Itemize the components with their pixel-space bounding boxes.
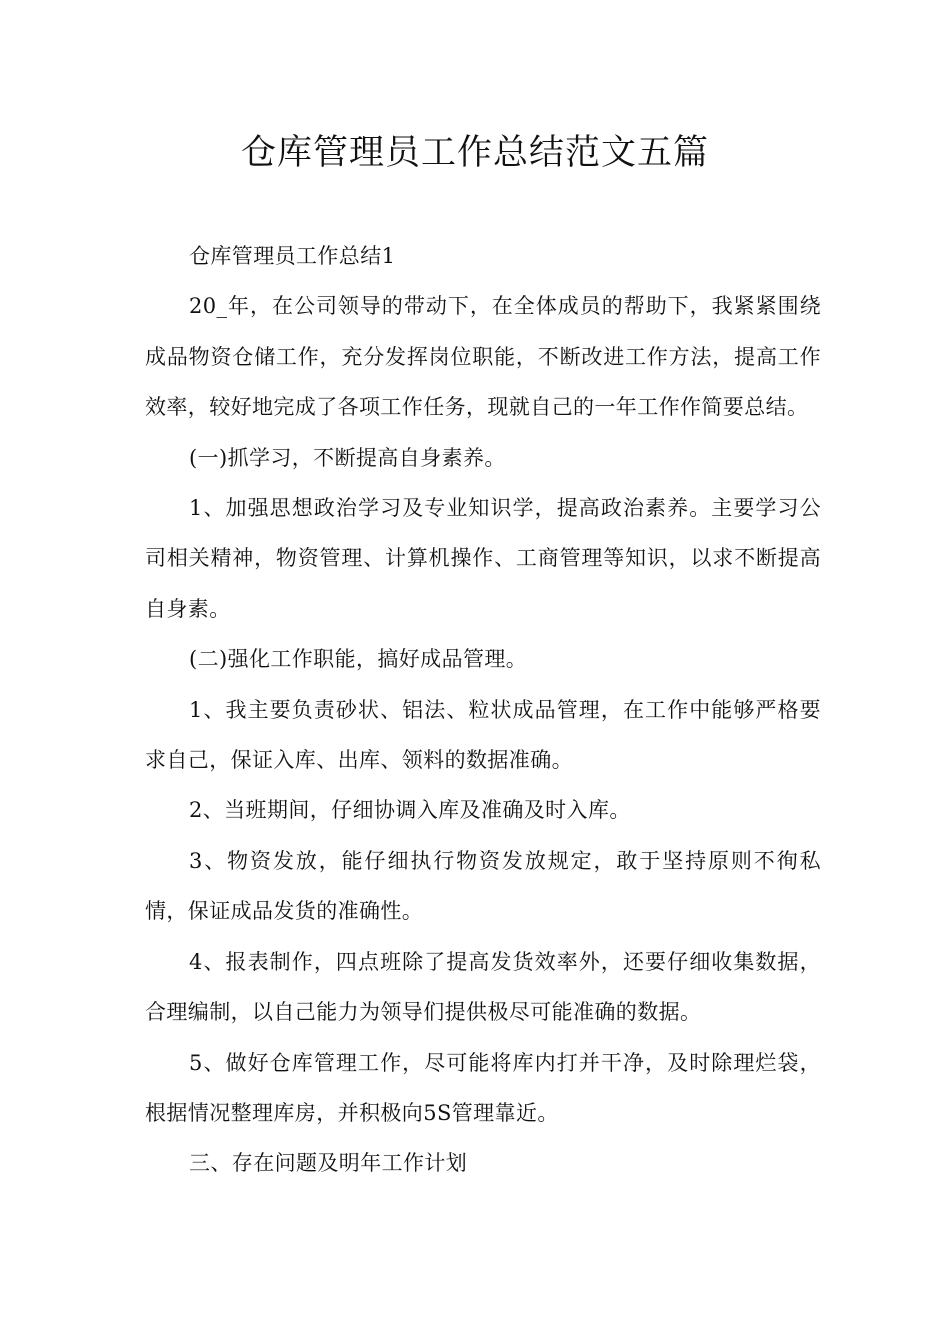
intro-paragraph: 20_年，在公司领导的带动下，在全体成员的帮助下，我紧紧围绕成品物资仓储工作，充分发挥岗位职能，不断改进工作方法，提高工作效率，较好地完成了各项工作任务，现就自己的一年工作作简要总结。 <box>145 294 821 420</box>
section-heading-problems-plan: 三、存在问题及明年工作计划 <box>189 1151 468 1176</box>
section-heading-study: (一)抓学习，不断提高自身素养。 <box>189 445 506 470</box>
document-body <box>145 231 821 1189</box>
duties-item-2: 2、当班期间，仔细协调入库及准确及时入库。 <box>189 798 631 823</box>
duties-item-1: 1、我主要负责砂状、铝法、粒状成品管理，在工作中能够严格要求自己，保证入库、出库、领料的数据准确。 <box>145 697 821 773</box>
section-heading-duties: (二)强化工作职能，搞好成品管理。 <box>189 647 528 672</box>
section-heading-summary-1: 仓库管理员工作总结1 <box>189 244 396 268</box>
study-item-1: 1、加强思想政治学习及专业知识学，提高政治素养。主要学习公司相关精神，物资管理、计算机操作、工商管理等知识，以求不断提高自身素。 <box>145 496 821 621</box>
duties-item-3: 3、物资发放，能仔细执行物资发放规定，敢于坚持原则不徇私情，保证成品发货的准确性。 <box>145 848 821 924</box>
duties-item-5: 5、做好仓库管理工作，尽可能将库内打并干净，及时除理烂袋，根据情况整理库房，并积极向5S管理靠近。 <box>145 1050 821 1125</box>
duties-item-4: 4、报表制作，四点班除了提高发货效率外，还要仔细收集数据，合理编制，以自己能力为领导们提供极尽可能准确的数据。 <box>145 949 821 1025</box>
document-title: 仓库管理员工作总结范文五篇 <box>240 133 709 173</box>
